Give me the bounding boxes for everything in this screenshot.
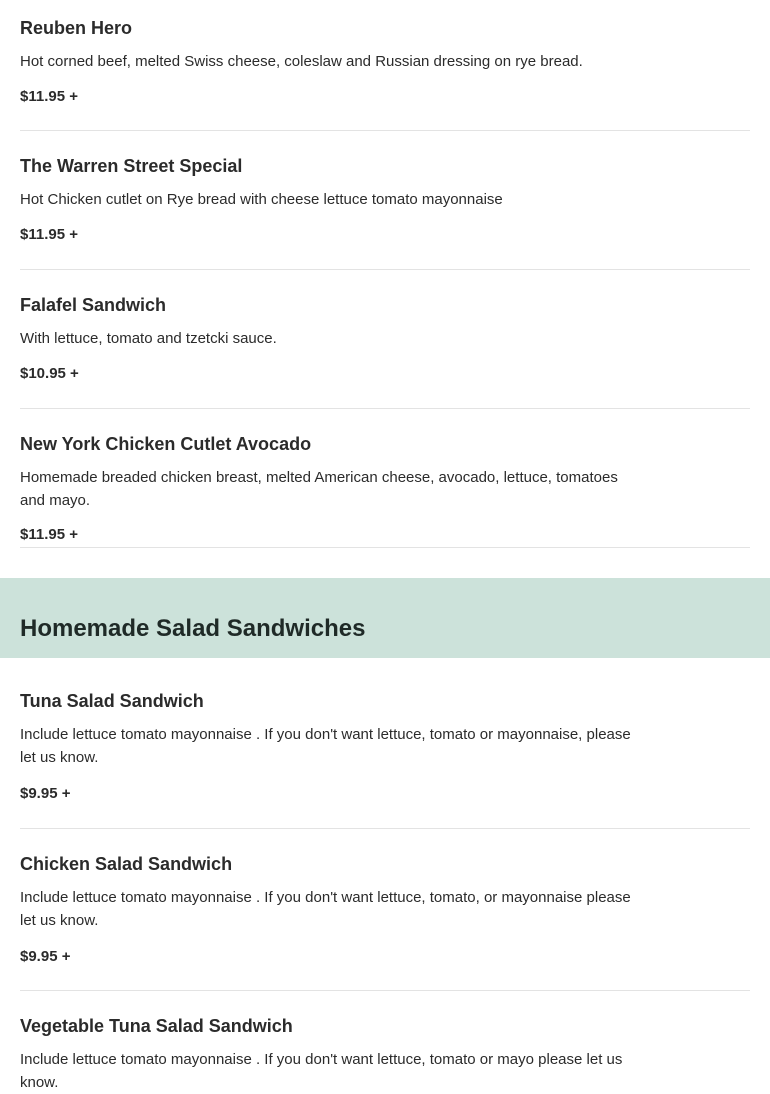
- menu-item-warren-street-special[interactable]: [20, 131, 750, 270]
- menu-item-vegetable-tuna-salad-sandwich[interactable]: [20, 991, 750, 1094]
- category-title: Homemade Salad Sandwiches: [20, 615, 366, 642]
- menu-section-homemade-salad-sandwiches: [0, 658, 770, 1094]
- menu-item-name: The Warren Street Special: [20, 156, 243, 176]
- menu-item-price: $11.95 +: [20, 225, 78, 243]
- menu-item-chicken-salad-sandwich[interactable]: [20, 829, 750, 991]
- menu-item-price: $11.95 +: [20, 87, 78, 105]
- menu-item-ny-chicken-cutlet-avocado[interactable]: [20, 409, 750, 548]
- menu-item-name: Reuben Hero: [20, 18, 133, 38]
- menu-item-falafel-sandwich[interactable]: [20, 270, 750, 409]
- menu-item-name: Vegetable Tuna Salad Sandwich: [20, 1016, 293, 1036]
- menu-item-description: Homemade breaded chicken breast, melted American cheese, avocado, lettuce, tomatoes and mayo.: [20, 469, 618, 509]
- menu-item-name: New York Chicken Cutlet Avocado: [20, 434, 312, 454]
- menu-item-description: With lettuce, tomato and tzetcki sauce.: [20, 330, 277, 347]
- menu-item-price: $9.95 +: [20, 948, 71, 965]
- menu-item-name: Falafel Sandwich: [20, 295, 167, 315]
- menu-item-reuben-hero[interactable]: [20, 0, 750, 131]
- menu-item-tuna-salad-sandwich[interactable]: [20, 658, 750, 829]
- category-header-homemade-salad-sandwiches: [0, 578, 770, 658]
- menu-item-name: Chicken Salad Sandwich: [20, 854, 233, 874]
- menu-item-description: Hot Chicken cutlet on Rye bread with cheese lettuce tomato mayonnaise: [20, 191, 503, 208]
- menu-item-description: Include lettuce tomato mayonnaise . If you don't want lettuce, tomato or mayo please let us know.: [20, 1051, 623, 1091]
- menu-item-name: Tuna Salad Sandwich: [20, 691, 204, 711]
- menu-item-description: Include lettuce tomato mayonnaise . If you don't want lettuce, tomato, or mayonnaise please let us know.: [20, 889, 631, 929]
- menu-item-price: $11.95 +: [20, 526, 78, 543]
- menu-item-description: Hot corned beef, melted Swiss cheese, coleslaw and Russian dressing on rye bread.: [20, 53, 583, 70]
- menu-item-price: $9.95 +: [20, 785, 71, 802]
- menu-item-description: Include lettuce tomato mayonnaise . If you don't want lettuce, tomato or mayonnaise, please let us know.: [20, 726, 631, 766]
- menu-item-price: $10.95 +: [20, 364, 79, 382]
